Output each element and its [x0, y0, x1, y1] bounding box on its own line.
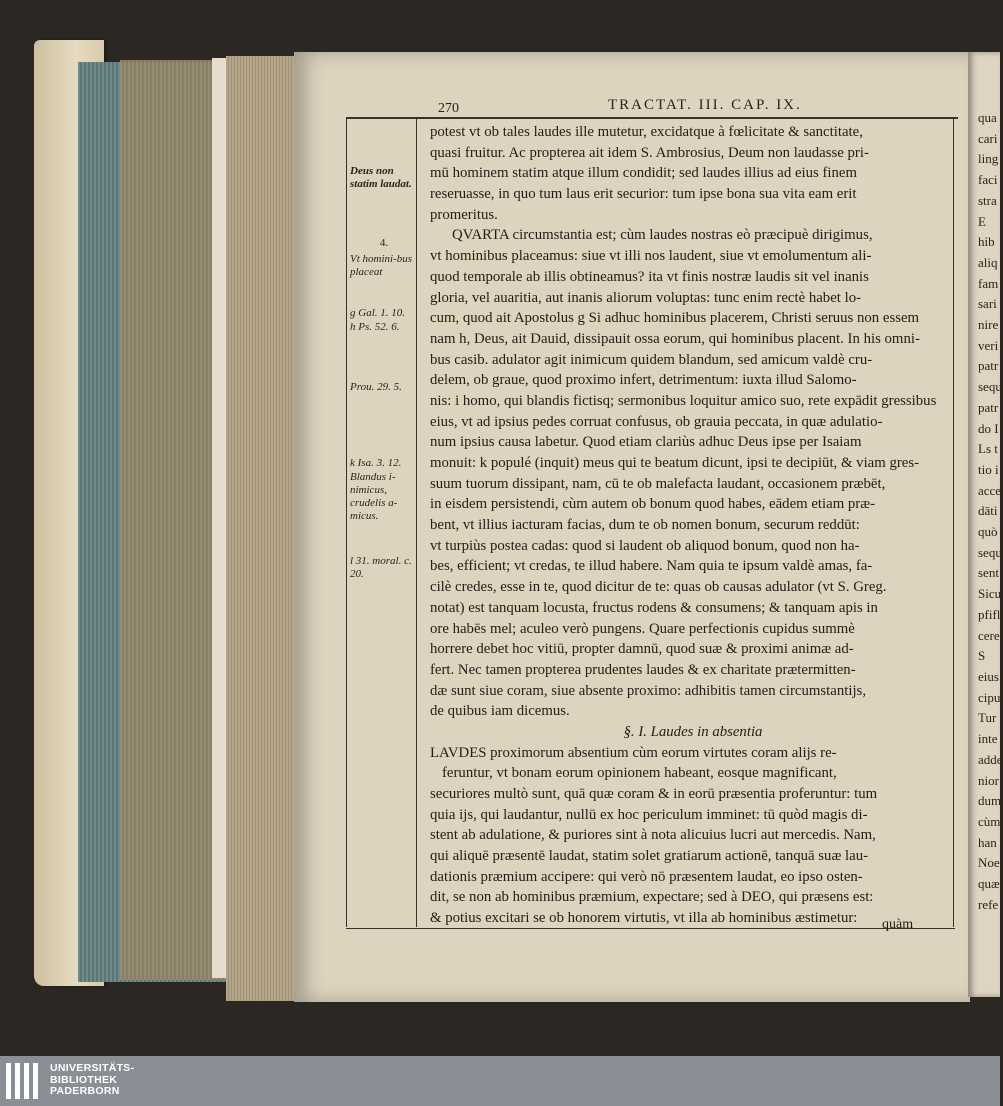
text-line: securiores multò sunt, quā quæ coram & in eorū præsentia proferuntur: tum	[430, 786, 878, 802]
text-line: num ipsius causa labetur. Quod etiam clariùs adhuc Deus ipse per Isaiam	[430, 434, 862, 451]
text-line: gloria, vel auaritia, aut inanis aliorum voluptas: tunc enim rectè habet lo-	[430, 289, 862, 306]
margin-note: k Isa. 3. 12.	[350, 457, 402, 469]
margin-note: 4.	[379, 237, 389, 249]
text-line: nam h, Deus, ait Dauid, dissipauit ossa eorum, qui hominibus placent. In his omni-	[430, 330, 920, 347]
text-line: delem, ob graue, quod proximo infert, detrimentum: iuxta illud Salomo-	[430, 372, 857, 389]
text-line: notat) est tanquam locusta, fructus rodens & consumens; & tanquam apis in	[430, 599, 878, 616]
footer-bar	[0, 1056, 1000, 1106]
catchword: quàm	[882, 917, 914, 932]
library-name-line1: UNIVERSITÄTS-	[50, 1062, 135, 1074]
text-line: promeritus.	[430, 206, 498, 223]
text-line: dit, se non ab hominibus præmium, expectare; sed à DEO, qui præsens est:	[430, 889, 874, 906]
text-line: de quibus iam dicemus.	[430, 703, 570, 720]
text-line: fert. Nec tamen propterea prudentes laudes & ex charitate prætermitten-	[430, 661, 856, 678]
text-line: qui aliquē præsentē laudat, statim solet gratiarum actionē, tanquā suæ lau-	[430, 848, 869, 865]
facing-page-text: qua cari ling faci stra E hib aliq fam sari nire veri patr sequ patr do I Ls t tio i acce dāti quò sequ sent Sicu pfifl cere S eius cipu Tur inte adde nior dum cùm han Noe quæ refe	[978, 110, 1003, 912]
text-line: cilè credes, esse in te, quod dicitur de te: quas ob causas adulator (vt S. Greg.	[430, 579, 887, 596]
text-line: cum, quod ait Apostolus g Si adhuc hominibus placerem, Christi seruus non essem	[430, 310, 920, 327]
facing-page-edge	[968, 52, 1003, 997]
library-name	[50, 1063, 134, 1098]
text-line: dæ sunt siue coram, siue absente proximo: adhibitis tamen circumstantijs,	[430, 682, 867, 699]
text-line: vt turpiùs postea cadas: quod si laudent ob aliquod bonum, quod non ha-	[430, 537, 860, 554]
margin-note: h Ps. 52. 6.	[350, 321, 400, 333]
text-line: bent, vt illius iacturam facias, dum te ob nomen bonum, securum reddūt:	[430, 517, 860, 534]
text-line: monuit: k populé (inquit) meus qui te beatum dicunt, ipsi te decipiūt, & viam gres-	[430, 455, 920, 471]
page-text-frame	[346, 95, 958, 935]
text-line: LAVDES proximorum absentium cùm eorum virtutes coram alijs re-	[430, 744, 837, 761]
margin-note: Prou. 29. 5.	[350, 381, 402, 393]
text-line: horrere debet hoc vitiū, propter damnū, quod suæ & proximi animæ ad-	[430, 641, 854, 658]
text-line: & potius excitari se ob honorem virtutis, vt illa ab hominibus æstimetur:	[430, 910, 858, 927]
text-line: quod temporale ab illis obtineamus? ita vt finis nostræ laudis sit vel inanis	[430, 268, 869, 285]
main-text	[430, 122, 956, 929]
body-paragraphs	[430, 122, 956, 722]
text-line: stent ab adulatione, & puriores sint à nota alicuius lucri aut mercedis. Nam,	[430, 827, 876, 844]
header-rule	[346, 117, 958, 119]
text-line: mū hominem statim atque illum condidit; sed laudes illius ad eius finem	[430, 165, 857, 182]
text-line: suum tuorum dissipant, nam, cū te ob malefacta laudant, occasionem præbēt,	[430, 475, 886, 492]
margin-note: Blandus i-nimicus, crudelis a-micus.	[350, 471, 398, 522]
library-name-line2: BIBLIOTHEK	[50, 1073, 118, 1086]
margin-note: l 31. moral. c. 20.	[350, 555, 412, 580]
margin-note: g Gal. 1. 10.	[350, 307, 405, 319]
text-line: feruntur, vt bonam eorum opinionem habeant, eosque magnificant,	[442, 765, 837, 782]
text-line: quia ijs, qui laudantur, nullū ex hoc periculum imminet: tū quòd magis di-	[430, 806, 868, 823]
text-line: QVARTA circumstantia est; cùm laudes nostras eò præcipuè dirigimus,	[452, 227, 873, 244]
text-line: quasi fruitur. Ac propterea ait idem S. Ambrosius, Deum non laudasse pri-	[430, 144, 869, 161]
page-edge-light	[212, 58, 226, 978]
text-line: potest vt ob tales laudes ille mutetur, excidatque à fœlicitate & sanctitate,	[430, 124, 863, 140]
library-logo-icon	[6, 1063, 42, 1099]
page-number: 270	[438, 101, 459, 116]
text-line: bes, efficient; vt credas, te illud habere. Nam quia te ipsum valdè amas, fa-	[430, 558, 873, 575]
section-heading: §. I. Laudes in absentia	[623, 723, 763, 740]
text-line: bus casib. adulator agit inimicum quidem blandum, sed amicum valdè cru-	[430, 351, 873, 368]
section-paragraph	[430, 743, 956, 929]
outer-rule	[346, 117, 347, 927]
text-line: reseruasse, in quo tum laus erit securior: tum ipse bona sua vita eam erit	[430, 186, 857, 203]
text-line: ore habēs mel; aculeo verò pungens. Quare perfectionis cupidus summè	[430, 620, 855, 637]
text-line: dationis præmium accipere: qui verò nō præsentem laudat, eo ipso osten-	[430, 868, 863, 885]
running-head: TRACTAT. III. CAP. IX.	[608, 97, 802, 113]
library-name-line3: PADERBORN	[50, 1085, 120, 1097]
text-line: vt hominibus placeamus: siue vt illi nos laudent, siue vt emolumentum ali-	[430, 248, 872, 265]
text-line: nis: i homo, qui blandis fictisq; sermonibus loquitur amico suo, rete expādit gressibus	[430, 392, 937, 409]
text-line: eius, vt ad ipsius pedes corruat confusus, ob grauia peccata, in quæ adulatio-	[430, 413, 883, 430]
page-stack	[226, 56, 296, 1001]
margin-note: Vt homini-bus placeat	[350, 253, 413, 278]
text-line: in eisdem persistendi, cùm autem ob bonum quod habes, eādem etiam præ-	[430, 496, 876, 513]
margin-note: Deus non statim laudat.	[350, 165, 412, 190]
